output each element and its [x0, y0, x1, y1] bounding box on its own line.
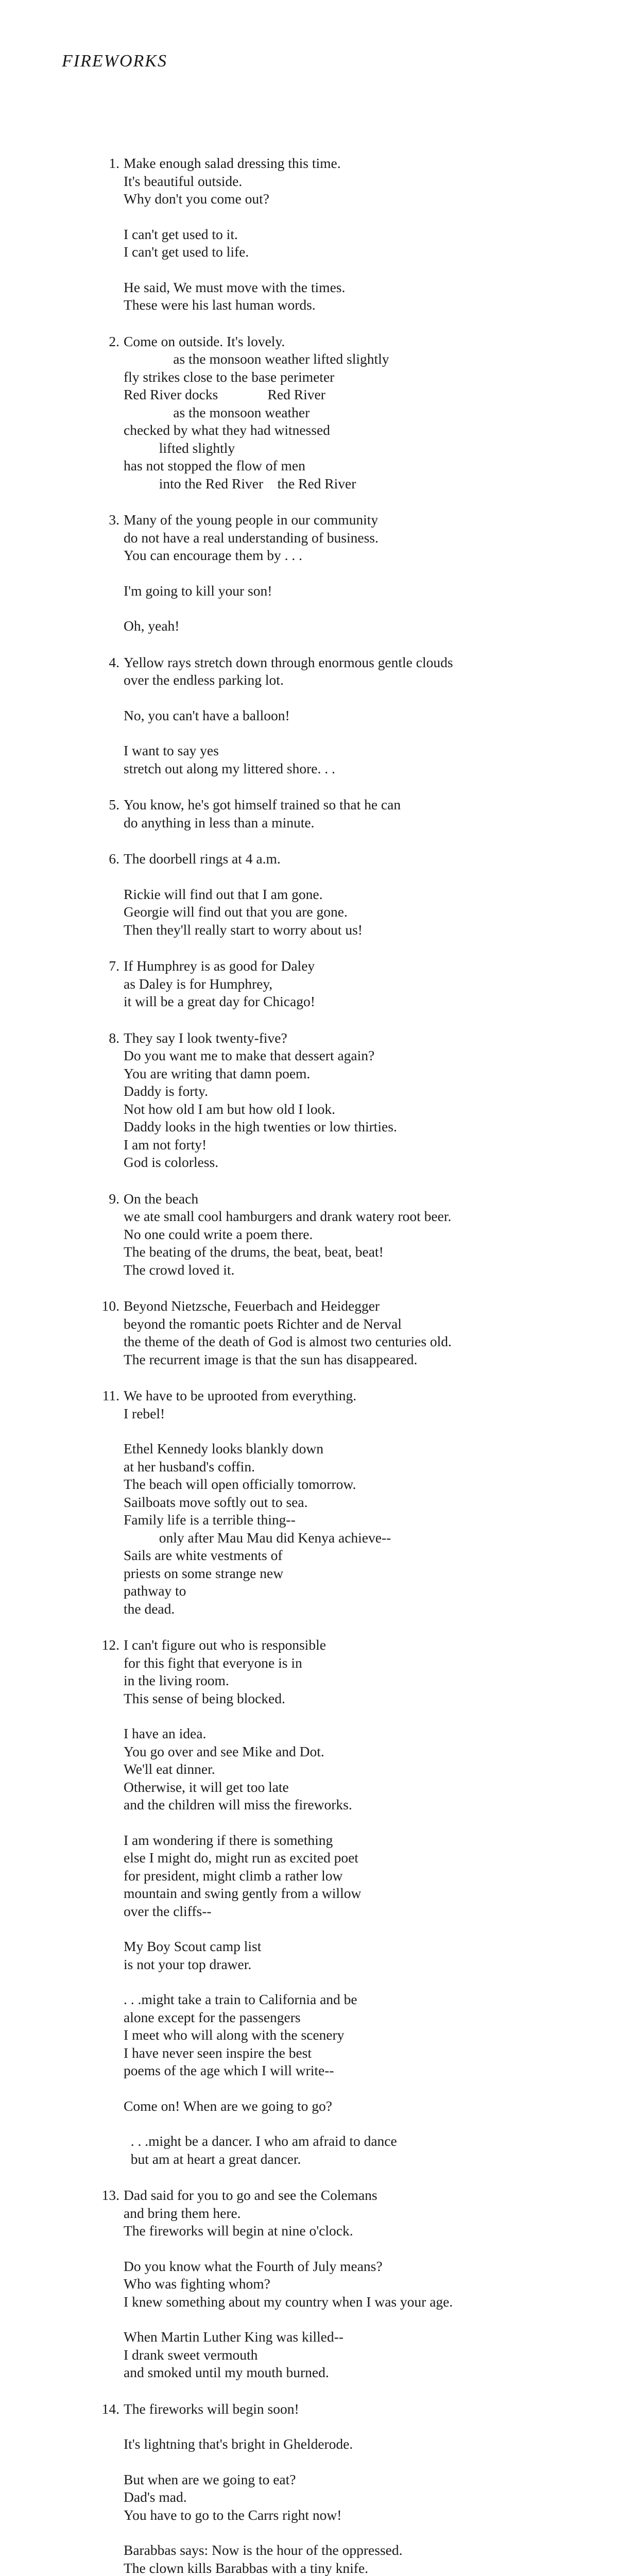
stanza: [124, 850, 587, 868]
poem-line: stretch out along my littered shore. . .: [124, 760, 335, 776]
poem-line: is not your top drawer.: [124, 1956, 252, 1972]
poem-line: Rickie will find out that I am gone.: [124, 886, 323, 902]
poem-line: It's lightning that's bright in Ghelderode.: [124, 2436, 353, 2452]
poem-line: Why don't you come out?: [124, 191, 269, 207]
poem-line: The crowd loved it.: [124, 1261, 235, 1278]
poem-line: the theme of the death of God is almost two centuries old.: [124, 1333, 452, 1349]
poem-line: Not how old I am but how old I look.: [124, 1100, 335, 1117]
poem-section: [93, 654, 587, 778]
poem-line: into the Red River the Red River: [124, 475, 356, 492]
poem-line: Ethel Kennedy looks blankly down: [124, 1440, 323, 1456]
poem-line: The beating of the drums, the beat, beat, beat!: [124, 1244, 384, 1260]
section-number: 1.: [109, 155, 119, 171]
stanza: [124, 1190, 587, 1279]
poem-line: as Daley is for Humphrey,: [124, 975, 273, 992]
poem-line: else I might do, might run as excited poet: [124, 1850, 358, 1866]
stanza: [124, 1029, 587, 1172]
stanza: [124, 1387, 587, 1422]
poem-section: [93, 155, 587, 314]
poem-line: I can't get used to life.: [124, 244, 249, 260]
stanza: [124, 957, 587, 1011]
poem-line: When Martin Luther King was killed--: [124, 2329, 344, 2345]
stanza: [124, 617, 587, 635]
poem-line: in the living room.: [124, 1672, 229, 1688]
poem-line: and bring them here.: [124, 2205, 241, 2221]
stanza: [124, 2435, 587, 2453]
poem-line: No, you can't have a balloon!: [124, 707, 290, 723]
poem-line: poems of the age which I will write--: [124, 2062, 334, 2078]
poem-line: for this fight that everyone is in: [124, 1654, 302, 1671]
poem-line: I want to say yes: [124, 742, 219, 758]
poem-line: at her husband's coffin.: [124, 1458, 255, 1475]
poem-line: lifted slightly: [124, 439, 235, 456]
section-number: 5.: [109, 796, 119, 812]
stanza: [124, 226, 587, 261]
poem-section: [93, 1029, 587, 1172]
poem-line: only after Mau Mau did Kenya achieve--: [124, 1529, 391, 1546]
poem-line: Do you want me to make that dessert again?: [124, 1047, 375, 1063]
poem-section: [93, 1387, 587, 1618]
stanza: [124, 2132, 587, 2168]
poem-line: I'm going to kill your son!: [124, 582, 272, 599]
poem-line: but am at heart a great dancer.: [124, 2150, 301, 2167]
poem-section: [93, 2187, 587, 2382]
poem-line: I have an idea.: [124, 1725, 207, 1741]
poem-line: as the monsoon weather lifted slightly: [124, 351, 389, 367]
poem-line: God is colorless.: [124, 1154, 219, 1170]
poem-line: Red River docks Red River: [124, 386, 325, 402]
poem-line: I knew something about my country when I was your age.: [124, 2293, 453, 2310]
stanza: [124, 511, 587, 565]
poem-line: You have to go to the Carrs right now!: [124, 2506, 342, 2523]
poem-line: Georgie will find out that you are gone.: [124, 904, 348, 920]
poem-line: Otherwise, it will get too late: [124, 1778, 289, 1795]
poem-line: Do you know what the Fourth of July means?: [124, 2258, 383, 2274]
poem-line: and smoked until my mouth burned.: [124, 2364, 329, 2380]
section-number: 7.: [109, 958, 119, 974]
poem-line: Beyond Nietzsche, Feuerbach and Heidegger: [124, 1298, 380, 1314]
poem-line: Make enough salad dressing this time.: [124, 155, 341, 171]
poem-line: Sails are white vestments of: [124, 1547, 283, 1563]
poem-line: I can't figure out who is responsible: [124, 1637, 326, 1653]
stanza: [124, 1636, 587, 1707]
poem-line: Barabbas says: Now is the hour of the oppressed.: [124, 2542, 403, 2558]
poem-line: Sailboats move softly out to sea.: [124, 1494, 308, 1510]
stanza: [124, 742, 587, 777]
poem-line: Then they'll really start to worry about us!: [124, 921, 363, 938]
poem-line: I drank sweet vermouth: [124, 2346, 258, 2363]
poem-line: Family life is a terrible thing--: [124, 1512, 296, 1528]
poem-line: and the children will miss the fireworks.: [124, 1797, 352, 1812]
poem-line: He said, We must move with the times.: [124, 279, 346, 295]
poem-section: [93, 1190, 587, 1279]
poem-line: . . .might be a dancer. I who am afraid to dance: [124, 2133, 397, 2149]
poem-section: [93, 2400, 587, 2576]
poem-line: We'll eat dinner.: [124, 1761, 215, 1777]
poem-line: Many of the young people in our community: [124, 512, 379, 528]
poem-line: over the cliffs--: [124, 1903, 212, 1919]
poem-line: I am not forty!: [124, 1136, 207, 1153]
section-number: 6.: [109, 851, 119, 867]
poem-line: the dead.: [124, 1600, 175, 1617]
poem-line: I rebel!: [124, 1405, 165, 1421]
poem-line: The doorbell rings at 4 a.m.: [124, 851, 281, 867]
poem-line: My Boy Scout camp list: [124, 1938, 262, 1954]
stanza: [124, 279, 587, 314]
poem-line: I am wondering if there is something: [124, 1832, 333, 1848]
poem-line: They say I look twenty-five?: [124, 1029, 287, 1046]
poem-line: You can encourage them by . . .: [124, 547, 302, 563]
poem-line: I have never seen inspire the best: [124, 2044, 312, 2061]
poem-line: If Humphrey is as good for Daley: [124, 958, 315, 974]
poem-line: Who was fighting whom?: [124, 2276, 270, 2292]
poem-section: [93, 796, 587, 832]
stanza: [124, 1297, 587, 1368]
poem-section: [93, 333, 587, 493]
poem-line: do anything in less than a minute.: [124, 814, 315, 831]
poem-line: Come on! When are we going to go?: [124, 2097, 333, 2114]
stanza: [124, 654, 587, 689]
poem-body: [93, 155, 587, 2576]
poem-line: it will be a great day for Chicago!: [124, 993, 315, 1009]
stanza: [124, 582, 587, 600]
poem-line: The beach will open officially tomorrow.: [124, 1476, 356, 1492]
stanza: [124, 1832, 587, 1921]
poem-line: pathway to: [124, 1583, 186, 1599]
poem-line: It's beautiful outside.: [124, 173, 243, 189]
poem-line: The recurrent image is that the sun has disappeared.: [124, 1351, 418, 1367]
section-number: 13.: [101, 2187, 119, 2203]
poem-section: [93, 957, 587, 1011]
poem-line: has not stopped the flow of men: [124, 457, 305, 473]
poem-line: Daddy looks in the high twenties or low thirties.: [124, 1118, 397, 1134]
section-number: 10.: [101, 1298, 119, 1314]
poem-line: But when are we going to eat?: [124, 2471, 296, 2487]
poem-line: We have to be uprooted from everything.: [124, 1387, 357, 1403]
poem-line: The clown kills Barabbas with a tiny knife.: [124, 2560, 369, 2576]
stanza: [124, 2328, 587, 2382]
poem-line: This sense of being blocked.: [124, 1690, 285, 1706]
poem-line: On the beach: [124, 1190, 199, 1207]
poem-line: for president, might climb a rather low: [124, 1867, 343, 1884]
poem-section: [93, 850, 587, 939]
poem-line: we ate small cool hamburgers and drank watery root beer.: [124, 1208, 452, 1224]
stanza: [124, 1725, 587, 1814]
poem-line: Dad's mad.: [124, 2489, 187, 2505]
poem-line: You know, he's got himself trained so that he can: [124, 796, 401, 812]
section-number: 4.: [109, 654, 119, 670]
poem-line: The fireworks will begin at nine o'clock.: [124, 2223, 353, 2239]
poem-line: as the monsoon weather: [124, 404, 310, 420]
stanza: [124, 796, 587, 832]
stanza: [124, 1938, 587, 1973]
stanza: [124, 1991, 587, 2080]
section-number: 14.: [101, 2400, 119, 2417]
section-number: 11.: [102, 1387, 119, 1403]
section-number: 9.: [109, 1190, 119, 1207]
section-number: 2.: [109, 333, 119, 349]
poem-section: [93, 511, 587, 635]
poem-line: Oh, yeah!: [124, 618, 180, 634]
section-number: 3.: [109, 512, 119, 528]
stanza: [124, 2541, 587, 2576]
poem-section: [93, 1636, 587, 2168]
poem-line: . . .might take a train to California and be: [124, 1991, 357, 2007]
poem-line: Come on outside. It's lovely.: [124, 333, 285, 349]
poem-line: fly strikes close to the base perimeter: [124, 368, 335, 385]
poem-line: beyond the romantic poets Richter and de Nerval: [124, 1315, 402, 1332]
poem-line: No one could write a poem there.: [124, 1226, 313, 1242]
poem-line: Daddy is forty.: [124, 1083, 208, 1099]
poem-line: The fireworks will begin soon!: [124, 2400, 299, 2417]
stanza: [124, 2187, 587, 2240]
stanza: [124, 886, 587, 939]
poem-line: priests on some strange new: [124, 1565, 284, 1581]
section-number: 12.: [101, 1637, 119, 1653]
poem-line: alone except for the passengers: [124, 2009, 301, 2025]
poem-line: I meet who will along with the scenery: [124, 2027, 345, 2043]
stanza: [124, 2097, 587, 2115]
stanza: [124, 2258, 587, 2311]
poem-line: Dad said for you to go and see the Colemans: [124, 2187, 377, 2203]
poem-line: You go over and see Mike and Dot.: [124, 1743, 324, 1759]
stanza: [124, 2400, 587, 2418]
poem-title: FIREWORKS: [62, 52, 167, 71]
poem-section: [93, 1297, 587, 1368]
stanza: [124, 155, 587, 208]
poem-line: I can't get used to it.: [124, 226, 238, 242]
poem-line: checked by what they had witnessed: [124, 422, 330, 438]
section-number: 8.: [109, 1029, 119, 1046]
poem-line: Yellow rays stretch down through enormous gentle clouds: [124, 654, 453, 670]
stanza: [124, 2471, 587, 2524]
stanza: [124, 333, 587, 493]
poem-line: mountain and swing gently from a willow: [124, 1885, 362, 1901]
poem-line: You are writing that damn poem.: [124, 1065, 311, 1081]
stanza: [124, 707, 587, 725]
poem-line: over the endless parking lot.: [124, 672, 284, 688]
stanza: [124, 1440, 587, 1618]
poem-line: do not have a real understanding of business.: [124, 529, 379, 546]
poem-line: These were his last human words.: [124, 297, 316, 313]
